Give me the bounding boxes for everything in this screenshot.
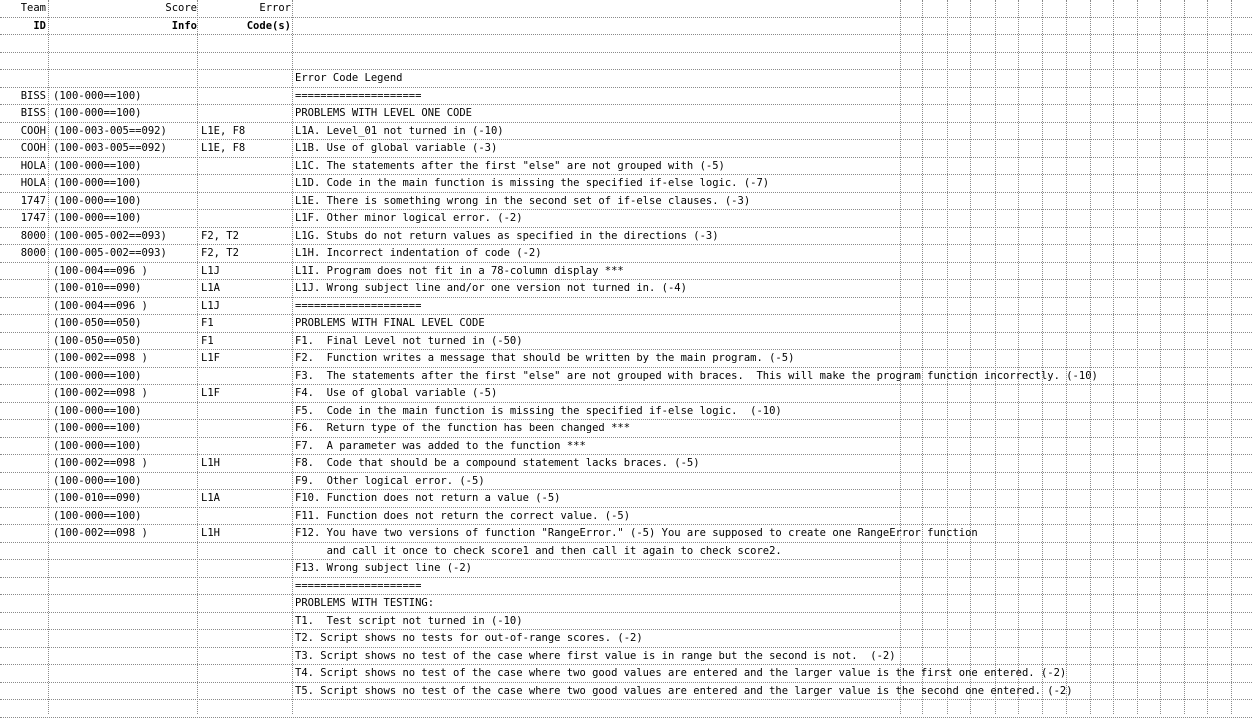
table-row [0,420,1252,438]
table-row [0,368,1252,386]
team-id-cell[interactable] [0,298,46,315]
table-row [0,648,1252,666]
header-team-id: Team [20,2,46,14]
legend-cell[interactable]: F7. A parameter was added to the function *** [295,439,586,452]
legend-cell[interactable]: F3. The statements after the first "else" are not grouped with braces. This will make the program function incorrectly. (-10) [295,369,1098,382]
team-id-cell[interactable] [0,508,46,525]
header-row [0,0,1252,18]
legend-cell[interactable]: L1A. Level_01 not turned in (-10) [295,124,504,137]
error-codes-cell[interactable] [201,368,291,385]
error-codes-cell[interactable]: F1 [201,334,214,347]
legend-cell[interactable]: F2. Function writes a message that should be written by the main program. (-5) [295,352,795,364]
legend-cell[interactable]: F12. You have two versions of function "RangeError." (-5) You are supposed to create one RangeError function [295,527,978,539]
team-id-cell[interactable] [0,280,46,297]
error-codes-cell[interactable] [201,700,291,717]
team-id-cell[interactable] [0,578,46,595]
table-row [0,508,1252,526]
error-codes-cell[interactable] [201,35,291,52]
score-info-cell[interactable]: (100-005-002==093) [53,247,167,259]
legend-cell[interactable]: L1J. Wrong subject line and/or one version not turned in. (-4) [295,282,687,294]
score-info-cell[interactable]: (100-003-005==092) [53,124,167,137]
error-codes-cell[interactable] [201,613,291,630]
team-id-cell[interactable] [0,665,46,682]
header-error-codes: Code(s) [246,19,291,32]
team-id-cell[interactable]: 1747 [20,194,46,207]
table-row [0,158,1252,176]
score-info-cell[interactable]: (100-000==100) [53,159,142,172]
legend-cell[interactable]: T1. Test script not turned in (-10) [295,614,523,627]
error-codes-cell[interactable] [201,665,291,682]
error-codes-cell[interactable]: F1 [201,317,214,329]
legend-cell[interactable]: F9. Other logical error. (-5) [295,474,485,487]
team-id-cell[interactable] [0,543,46,560]
error-codes-cell[interactable] [201,473,291,490]
table-row [0,350,1252,368]
error-codes-cell[interactable]: L1E, F8 [201,142,246,154]
legend-cell[interactable]: L1C. The statements after the first "else" are not grouped with (-5) [295,159,725,172]
legend-cell[interactable]: ==================== [295,89,422,102]
table-row [0,455,1252,473]
team-id-cell[interactable]: BISS [20,107,46,119]
legend-cell[interactable]: L1I. Program does not fit in a 78-column display *** [295,264,624,277]
table-row [0,543,1252,561]
team-id-cell[interactable] [0,403,46,420]
error-codes-cell[interactable]: L1H [201,457,220,469]
error-codes-cell[interactable] [201,105,291,122]
team-id-cell[interactable]: 1747 [20,212,46,224]
score-info-cell[interactable] [53,613,197,630]
score-info-cell[interactable] [53,35,197,52]
legend-cell[interactable]: PROBLEMS WITH TESTING: [295,597,435,609]
legend-cell[interactable]: F10. Function does not return a value (-5) [295,492,561,504]
team-id-cell[interactable] [0,630,46,647]
score-info-cell[interactable]: (100-000==100) [53,194,142,207]
table-row [0,490,1252,508]
error-codes-cell[interactable]: L1A [201,492,220,504]
score-info-cell[interactable] [53,543,197,560]
legend-cell[interactable]: L1B. Use of global variable (-3) [295,142,498,154]
team-id-cell[interactable] [0,490,46,507]
error-codes-cell[interactable] [201,648,291,665]
error-codes-cell[interactable] [201,420,291,437]
team-id-cell[interactable]: 8000 [20,247,46,259]
team-id-cell[interactable] [0,70,46,87]
table-row [0,228,1252,246]
score-info-cell[interactable] [53,595,197,612]
score-info-cell[interactable]: (100-000==100) [53,404,142,417]
score-info-cell[interactable]: (100-010==090) [53,282,142,294]
error-codes-cell[interactable] [201,210,291,227]
score-info-cell[interactable] [53,630,197,647]
table-row [0,193,1252,211]
table-row [0,210,1252,228]
score-info-cell[interactable]: (100-003-005==092) [53,142,167,154]
legend-cell[interactable]: L1E. There is something wrong in the second set of if-else clauses. (-3) [295,194,751,207]
error-codes-cell[interactable]: L1E, F8 [201,124,246,137]
error-codes-cell[interactable] [201,683,291,700]
team-id-cell[interactable] [0,595,46,612]
error-codes-cell[interactable] [201,560,291,577]
legend-cell[interactable]: L1D. Code in the main function is missing the specified if-else logic. (-7) [295,177,770,189]
legend-cell[interactable]: ==================== [295,579,422,592]
legend-cell[interactable]: T2. Script shows no tests for out-of-range scores. (-2) [295,632,643,644]
table-row [0,683,1252,701]
team-id-cell[interactable] [0,560,46,577]
team-id-cell[interactable] [0,368,46,385]
legend-cell[interactable]: F4. Use of global variable (-5) [295,387,498,399]
team-id-cell[interactable]: COOH [20,142,46,154]
table-row [0,263,1252,281]
table-row [0,560,1252,578]
legend-cell[interactable]: F13. Wrong subject line (-2) [295,562,473,574]
score-info-cell[interactable]: (100-000==100) [53,422,142,434]
legend-cell[interactable]: F6. Return type of the function has been changed *** [295,422,631,434]
table-row [0,473,1252,491]
score-info-cell[interactable]: (100-002==098 ) [53,387,148,399]
score-info-cell[interactable] [53,665,197,682]
team-id-cell[interactable]: BISS [20,89,46,102]
score-info-cell[interactable]: (100-000==100) [53,439,142,452]
score-info-cell[interactable] [53,70,197,87]
team-id-cell[interactable] [0,333,46,350]
header-score-info: Info [171,19,197,32]
header-row [0,18,1252,36]
score-info-cell[interactable]: (100-000==100) [53,509,142,522]
legend-cell[interactable]: F11. Function does not return the correct value. (-5) [295,509,631,522]
table-row [0,88,1252,106]
team-id-cell[interactable] [0,525,46,542]
legend-cell[interactable]: F5. Code in the main function is missing the specified if-else logic. (-10) [295,404,782,417]
legend-cell[interactable]: L1G. Stubs do not return values as specified in the directions (-3) [295,229,719,242]
header-score-info: Score [165,2,197,14]
score-info-cell[interactable]: (100-000==100) [53,107,142,119]
table-row [0,525,1252,543]
score-info-cell[interactable] [53,578,197,595]
table-row [0,613,1252,631]
score-info-cell[interactable]: (100-000==100) [53,177,142,189]
legend-cell[interactable]: Error Code Legend [295,72,403,84]
score-info-cell[interactable]: (100-000==100) [53,89,142,102]
table-row [0,70,1252,88]
table-row [0,245,1252,263]
score-info-cell[interactable]: (100-000==100) [53,474,142,487]
table-row [0,280,1252,298]
error-codes-cell[interactable] [201,403,291,420]
table-row [0,315,1252,333]
table-row [0,665,1252,683]
legend-cell[interactable]: ==================== [295,299,422,312]
error-codes-cell[interactable] [201,175,291,192]
table-row [0,35,1252,53]
error-codes-cell[interactable] [201,88,291,105]
legend-cell[interactable]: T5. Script shows no test of the case where two good values are entered and the larger value is the second one entered. (-2) [295,684,1073,697]
score-info-cell[interactable]: (100-004==096 ) [53,299,148,312]
team-id-cell[interactable] [0,438,46,455]
team-id-cell[interactable] [0,35,46,52]
team-id-cell[interactable]: COOH [20,124,46,137]
team-id-cell[interactable]: 8000 [20,229,46,242]
table-row [0,578,1252,596]
table-row [0,123,1252,141]
team-id-cell[interactable]: HOLA [20,159,46,172]
team-id-cell[interactable] [0,455,46,472]
score-info-cell[interactable]: (100-002==098 ) [53,352,148,364]
score-info-cell[interactable] [53,560,197,577]
table-row [0,333,1252,351]
table-row [0,298,1252,316]
legend-cell[interactable]: T4. Script shows no test of the case where two good values are entered and the larger value is the first one entered. (-2) [295,667,1067,679]
legend-cell[interactable]: PROBLEMS WITH LEVEL ONE CODE [295,107,473,119]
score-info-cell[interactable]: (100-002==098 ) [53,527,148,539]
team-id-cell[interactable] [0,315,46,332]
score-info-cell[interactable]: (100-050==050) [53,317,142,329]
table-row [0,105,1252,123]
score-info-cell[interactable] [53,53,197,70]
score-info-cell[interactable] [53,648,197,665]
table-row [0,403,1252,421]
header-error-codes: Error [259,2,291,14]
team-id-cell[interactable] [0,53,46,70]
table-row [0,385,1252,403]
error-codes-cell[interactable] [201,508,291,525]
table-row [0,53,1252,71]
legend-cell[interactable]: PROBLEMS WITH FINAL LEVEL CODE [295,317,485,329]
error-codes-cell[interactable] [201,193,291,210]
legend-cell[interactable]: L1F. Other minor logical error. (-2) [295,212,523,224]
error-codes-cell[interactable] [201,70,291,87]
legend-cell[interactable]: L1H. Incorrect indentation of code (-2) [295,247,542,259]
header-team-id: ID [33,19,46,32]
error-codes-cell[interactable] [201,630,291,647]
error-codes-cell[interactable] [201,543,291,560]
error-codes-cell[interactable]: L1A [201,282,220,294]
team-id-cell[interactable] [0,648,46,665]
score-info-cell[interactable]: (100-050==050) [53,334,142,347]
score-info-cell[interactable] [53,683,197,700]
error-codes-cell[interactable]: F2, T2 [201,247,239,259]
table-row [0,438,1252,456]
score-info-cell[interactable]: (100-000==100) [53,369,142,382]
score-info-cell[interactable]: (100-005-002==093) [53,229,167,242]
team-id-cell[interactable] [0,473,46,490]
table-row [0,595,1252,613]
score-info-cell[interactable]: (100-010==090) [53,492,142,504]
error-codes-cell[interactable] [201,578,291,595]
error-codes-cell[interactable] [201,438,291,455]
legend-cell[interactable]: F1. Final Level not turned in (-50) [295,334,523,347]
score-info-cell[interactable]: (100-000==100) [53,212,142,224]
error-codes-cell[interactable] [201,53,291,70]
table-row [0,630,1252,648]
error-codes-cell[interactable]: F2, T2 [201,229,239,242]
error-codes-cell[interactable]: L1H [201,527,220,539]
error-codes-cell[interactable] [201,158,291,175]
table-row [0,700,1252,718]
error-codes-cell[interactable]: L1F [201,352,220,364]
team-id-cell[interactable] [0,385,46,402]
team-id-cell[interactable] [0,700,46,717]
error-codes-cell[interactable]: L1J [201,264,220,277]
legend-cell[interactable]: T3. Script shows no test of the case where first value is in range but the second is not. (-2) [295,649,896,662]
team-id-cell[interactable] [0,263,46,280]
table-row [0,140,1252,158]
team-id-cell[interactable]: HOLA [20,177,46,189]
score-info-cell[interactable]: (100-002==098 ) [53,457,148,469]
team-id-cell[interactable] [0,683,46,700]
score-info-cell[interactable]: (100-004==096 ) [53,264,148,277]
score-info-cell[interactable] [53,700,197,717]
error-codes-cell[interactable] [201,595,291,612]
legend-cell[interactable]: F8. Code that should be a compound statement lacks braces. (-5) [295,457,700,469]
team-id-cell[interactable] [0,350,46,367]
error-codes-cell[interactable]: L1F [201,387,220,399]
error-codes-cell[interactable]: L1J [201,299,220,312]
table-row [0,175,1252,193]
team-id-cell[interactable] [0,613,46,630]
team-id-cell[interactable] [0,420,46,437]
legend-cell[interactable]: and call it once to check score1 and then call it again to check score2. [295,544,782,557]
